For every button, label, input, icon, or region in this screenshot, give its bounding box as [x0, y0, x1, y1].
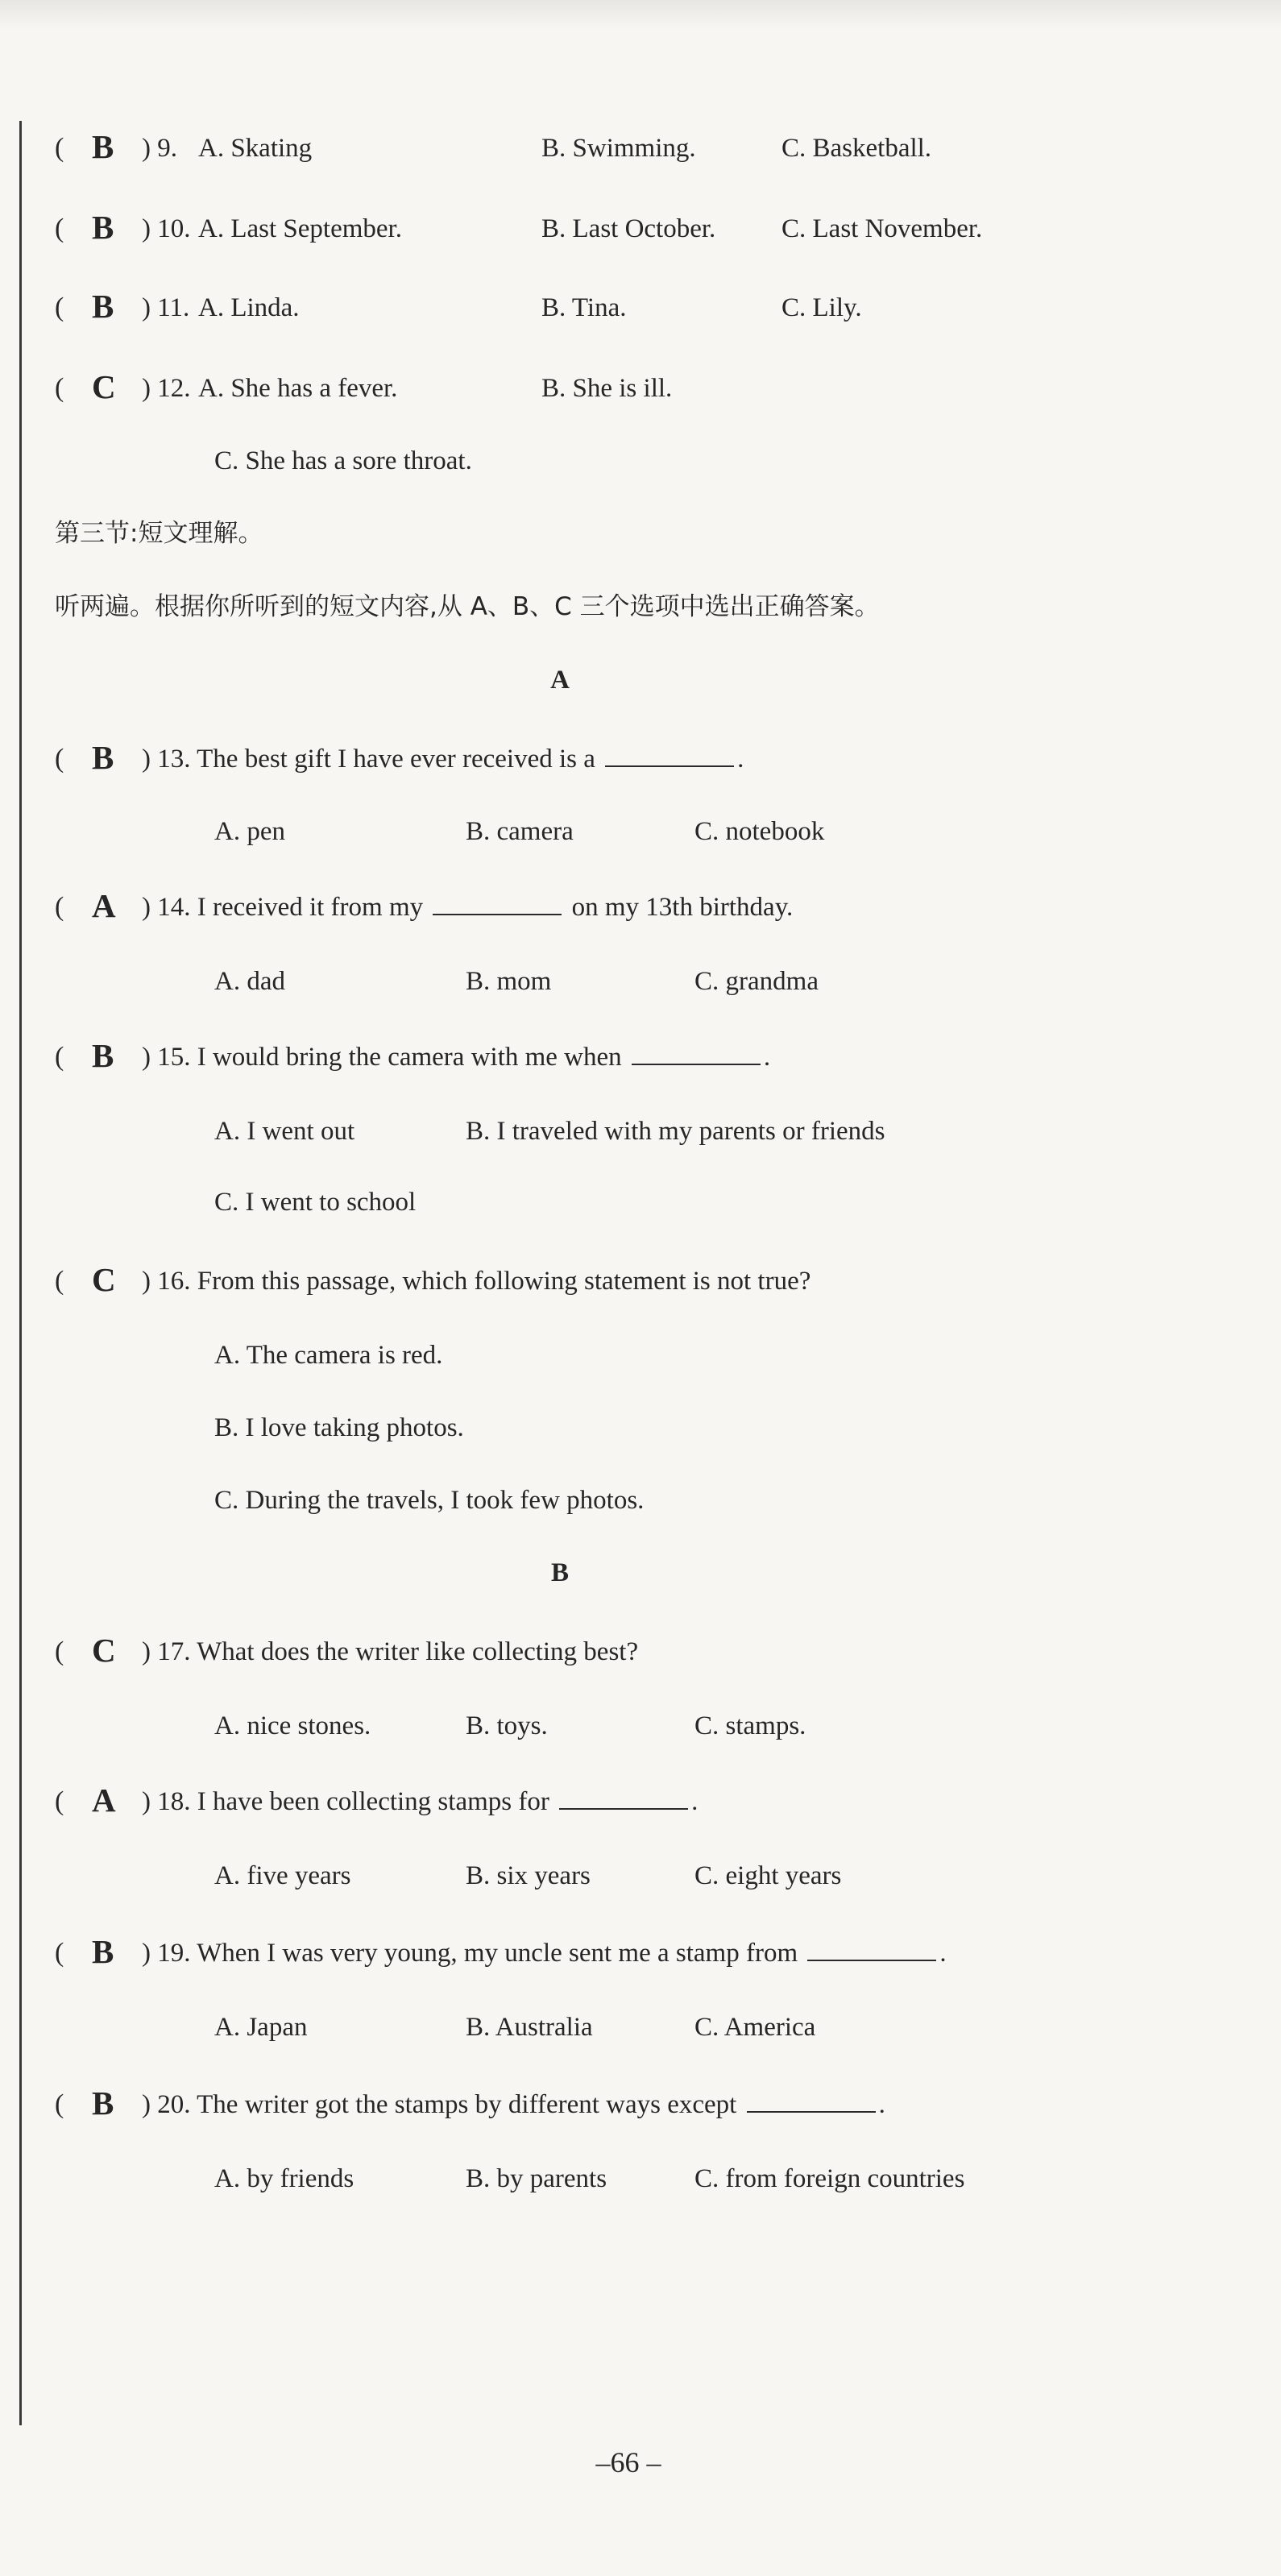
option-a: A. pen [214, 817, 285, 846]
option-c: C. America [694, 2013, 816, 2042]
answer-18: A [92, 1782, 116, 1819]
option-b: B. Swimming. [541, 134, 696, 163]
question-15-option-row [0, 1178, 1257, 1226]
stem-tail: . [878, 2090, 885, 2119]
question-number: ) 11. [142, 293, 190, 322]
option-b: B. six years [466, 1861, 591, 1890]
option-b: B. I traveled with my parents or friends [466, 1117, 885, 1146]
paren-open: ( [55, 744, 64, 774]
question-stem: ) 16. From this passage, which following statement is not true? [142, 1267, 811, 1296]
answer-13: B [92, 739, 114, 776]
option-b: B. mom [466, 967, 552, 996]
paren-open: ( [55, 1786, 64, 1816]
question-stem: ) 17. What does the writer like collecting best? [142, 1637, 639, 1666]
question-20 [0, 2080, 1257, 2129]
paren-open: ( [55, 1636, 64, 1666]
paren-open: ( [55, 373, 64, 403]
answer-blank [747, 2109, 876, 2113]
option-b: B. camera [466, 817, 574, 846]
option-c: C. from foreign countries [694, 2164, 965, 2193]
question-13-options [0, 807, 1257, 856]
question-16-option-a-row [0, 1331, 1257, 1379]
option-a: A. She has a fever. [198, 374, 398, 403]
option-a: A. by friends [214, 2164, 354, 2193]
question-9 [0, 124, 1257, 172]
question-16-option-c-row [0, 1476, 1257, 1524]
option-a: A. nice stones. [214, 1711, 371, 1740]
answer-12: C [92, 368, 116, 405]
question-14-options [0, 957, 1257, 1006]
option-c: C. grandma [694, 967, 819, 996]
option-c: C. Lily. [781, 293, 862, 322]
scan-top-band [0, 0, 1281, 29]
question-16-option-b-row [0, 1404, 1257, 1452]
paren-open: ( [55, 1266, 64, 1296]
question-18-options [0, 1852, 1257, 1900]
stem-text: ) 14. I received it from my [142, 893, 424, 922]
stem-text: ) 20. The writer got the stamps by different ways except [142, 2090, 737, 2119]
option-b: B. Tina. [541, 293, 627, 322]
answer-14: A [92, 887, 116, 924]
question-number: ) 9. [142, 134, 177, 163]
paren-open: ( [55, 892, 64, 922]
option-c: C. She has a sore throat. [214, 446, 472, 475]
question-stem [142, 1033, 770, 1081]
option-a: A. Linda. [198, 293, 300, 322]
question-13 [0, 735, 1257, 783]
option-b: B. I love taking photos. [214, 1413, 464, 1442]
page-number: –66 – [595, 2446, 661, 2479]
paren-open: ( [55, 214, 64, 243]
stem-tail: . [691, 1787, 699, 1816]
question-19 [0, 1929, 1257, 1977]
question-20-options [0, 2155, 1257, 2203]
question-number: ) 12. [142, 374, 191, 403]
answer-11: B [92, 288, 114, 325]
answer-16: C [92, 1261, 116, 1298]
option-a: A. Last September. [198, 214, 402, 243]
option-c: C. stamps. [694, 1711, 806, 1740]
question-12 [0, 364, 1257, 413]
question-stem [142, 1777, 698, 1826]
option-c: C. Basketball. [781, 134, 932, 163]
question-18 [0, 1777, 1257, 1826]
stem-tail: . [939, 1939, 947, 1968]
answer-19: B [92, 1933, 114, 1970]
stem-text: ) 18. I have been collecting stamps for [142, 1787, 549, 1816]
answer-blank [433, 912, 562, 915]
question-stem [142, 1929, 947, 1977]
stem-tail: . [763, 1043, 771, 1072]
question-15-options [0, 1107, 1257, 1155]
option-c: C. During the travels, I took few photos. [214, 1486, 645, 1515]
option-b: B. by parents [466, 2164, 607, 2193]
option-a: A. Skating [198, 134, 313, 163]
option-b: B. Australia [466, 2013, 593, 2042]
answer-20: B [92, 2084, 114, 2122]
passage-label-a: A [550, 666, 570, 695]
question-stem [142, 2080, 885, 2129]
paren-open: ( [55, 1938, 64, 1968]
option-c: C. I went to school [214, 1188, 417, 1217]
option-b: B. toys. [466, 1711, 548, 1740]
answer-10: B [92, 209, 114, 246]
option-c: C. eight years [694, 1861, 842, 1890]
option-c: C. notebook [694, 817, 825, 846]
question-17-options [0, 1702, 1257, 1750]
section-title: 第三节:短文理解。 [55, 519, 263, 548]
question-10 [0, 205, 1257, 253]
paren-open: ( [55, 292, 64, 322]
question-stem [142, 883, 793, 931]
stem-text: ) 13. The best gift I have ever received is a [142, 745, 595, 774]
question-number: ) 10. [142, 214, 191, 243]
option-b: B. She is ill. [541, 374, 673, 403]
option-a: A. Japan [214, 2013, 308, 2042]
section-instruction: 听两遍。根据你所听到的短文内容,从 A、B、C 三个选项中选出正确答案。 [55, 592, 880, 621]
stem-tail: on my 13th birthday. [571, 893, 794, 922]
question-14 [0, 883, 1257, 931]
stem-text: ) 15. I would bring the camera with me when [142, 1043, 622, 1072]
passage-label-b: B [550, 1558, 569, 1587]
option-c: C. Last November. [781, 214, 983, 243]
question-17 [0, 1628, 1257, 1676]
option-b: B. Last October. [541, 214, 716, 243]
option-a: A. I went out [214, 1117, 355, 1146]
option-a: A. five years [214, 1861, 351, 1890]
question-stem [142, 735, 744, 783]
answer-blank [632, 1062, 761, 1065]
answer-blank [605, 764, 734, 767]
stem-tail: . [737, 745, 744, 774]
question-19-options [0, 2003, 1257, 2051]
answer-9: B [92, 128, 114, 165]
answer-blank [807, 1958, 936, 1961]
paren-open: ( [55, 133, 64, 163]
option-a: A. dad [214, 967, 285, 996]
option-a: A. The camera is red. [214, 1341, 443, 1370]
answer-15: B [92, 1037, 114, 1074]
question-12-option-row [0, 437, 1257, 485]
answer-blank [559, 1807, 688, 1810]
paren-open: ( [55, 2089, 64, 2119]
question-11 [0, 284, 1257, 332]
question-16 [0, 1257, 1257, 1305]
stem-text: ) 19. When I was very young, my uncle sent me a stamp from [142, 1939, 798, 1968]
answer-17: C [92, 1632, 116, 1669]
question-15 [0, 1033, 1257, 1081]
paren-open: ( [55, 1042, 64, 1072]
